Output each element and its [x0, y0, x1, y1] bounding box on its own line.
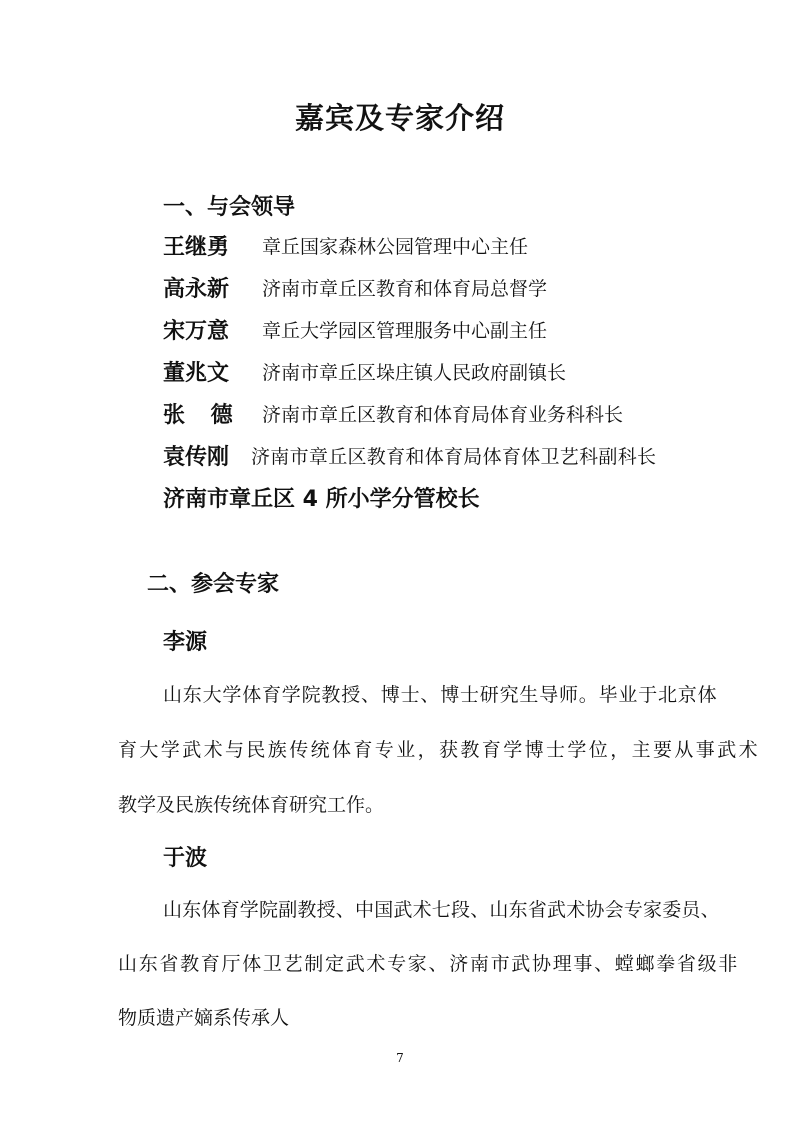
section-heading-leaders: 一、与会领导 — [163, 195, 296, 220]
expert-bio-line: 物质遗产嫡系传承人 — [118, 1007, 290, 1029]
leader-role: 章丘国家森林公园管理中心主任 — [262, 236, 529, 258]
leader-name: 宋万意 — [163, 319, 230, 344]
expert-name: 李源 — [163, 630, 208, 655]
expert-name: 于波 — [163, 846, 208, 871]
leader-role: 济南市章丘区垛庄镇人民政府副镇长 — [262, 362, 567, 384]
leader-role: 济南市章丘区教育和体育局体育体卫艺科副科长 — [251, 446, 657, 468]
page-title: 嘉宾及专家介绍 — [294, 101, 505, 135]
leader-name: 董兆文 — [163, 361, 230, 386]
leader-name: 张 德 — [163, 403, 242, 428]
leader-name: 王继勇 — [163, 235, 230, 260]
leader-name: 袁传刚 — [163, 445, 230, 470]
expert-bio-line: 山东大学体育学院教授、博士、博士研究生导师。毕业于北京体 — [163, 684, 718, 706]
leader-name: 高永新 — [163, 277, 230, 302]
expert-bio-line: 育大学武术与民族传统体育专业，获教育学博士学位，主要从事武术 — [118, 739, 761, 761]
principals-line: 济南市章丘区 4 所小学分管校长 — [163, 487, 480, 512]
leader-role: 济南市章丘区教育和体育局总督学 — [262, 278, 548, 300]
leader-role: 济南市章丘区教育和体育局体育业务科科长 — [262, 404, 624, 426]
expert-bio-line: 山东体育学院副教授、中国武术七段、山东省武术协会专家委员、 — [163, 899, 720, 921]
expert-bio-line: 教学及民族传统体育研究工作。 — [118, 794, 385, 816]
page-number: 7 — [396, 1051, 404, 1065]
expert-bio-line: 山东省教育厅体卫艺制定武术专家、济南市武协理事、螳螂拳省级非 — [118, 953, 740, 975]
section-heading-experts: 二、参会专家 — [147, 572, 280, 597]
leader-role: 章丘大学园区管理服务中心副主任 — [262, 320, 548, 342]
